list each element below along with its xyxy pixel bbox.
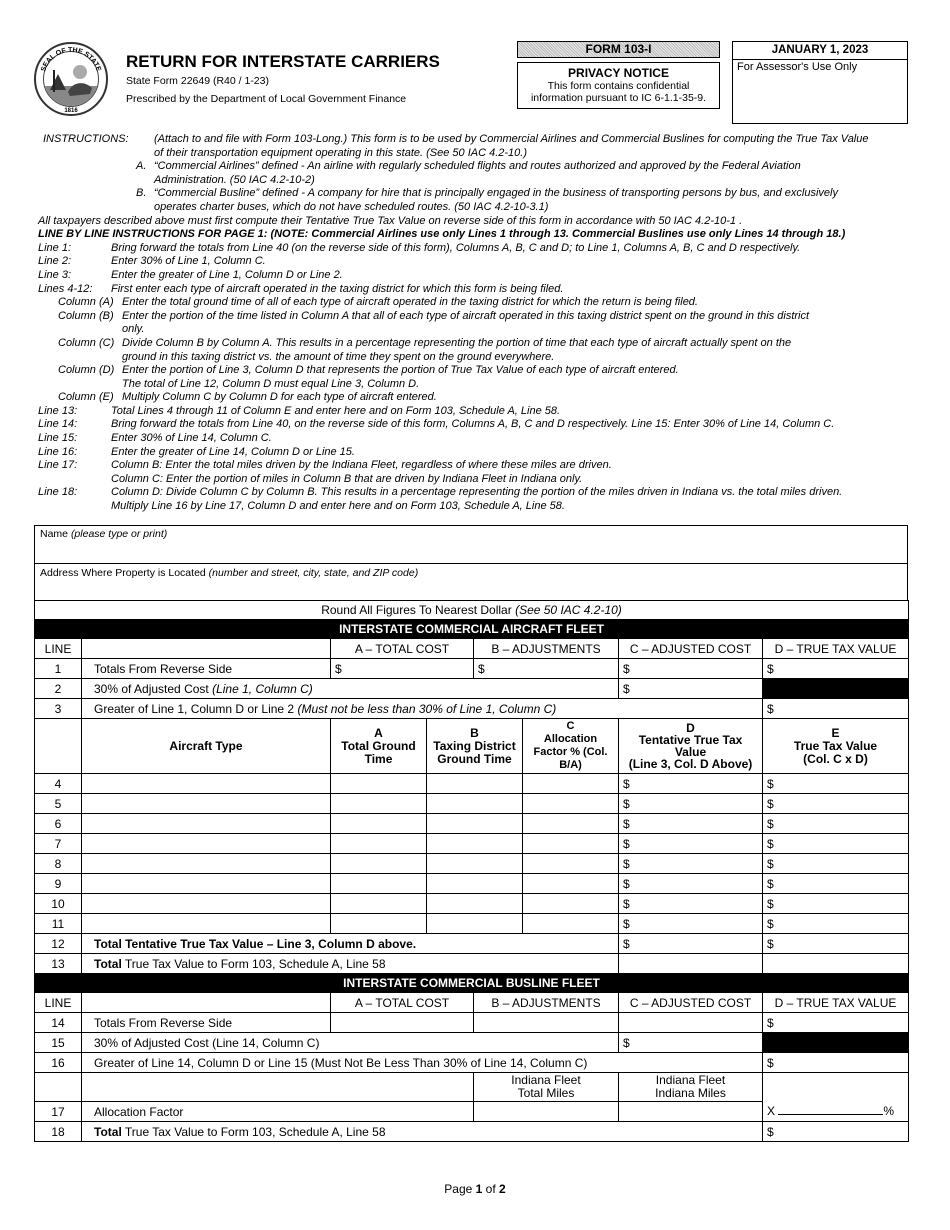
true-value-input[interactable]: $ <box>763 794 909 814</box>
true-value-input[interactable]: $ <box>763 894 909 914</box>
aircraft-row <box>35 794 909 814</box>
column-c-label: Column (C) <box>58 336 115 349</box>
ground-time-input[interactable] <box>331 894 427 914</box>
line-16-description: Greater of Line 14, Column D or Line 15 (Must Not Be Less Than 30% of Line 14, Column C) <box>82 1053 763 1073</box>
line-number: 15 <box>35 1033 82 1053</box>
line-14-row <box>35 1013 909 1033</box>
line-number: 3 <box>35 699 82 719</box>
line-number: 4 <box>35 774 82 794</box>
column-b-instruction: Enter the portion of the time listed in Column A that all of each type of aircraft operated in this taxing district spent on the ground in this district <box>122 309 810 322</box>
name-field[interactable] <box>35 526 907 564</box>
allocation-input[interactable] <box>523 854 619 874</box>
aircraft-row <box>35 834 909 854</box>
def-a-text: “Commercial Airlines” defined - An airline with regularly scheduled flights and routes authorized and approved by the Federal Aviation <box>154 160 801 173</box>
line-13-col-e-input[interactable] <box>763 954 909 974</box>
line-17-description: Allocation Factor <box>82 1102 474 1122</box>
line-number: 10 <box>35 894 82 914</box>
col-c-header: C – ADJUSTED COST <box>619 639 763 659</box>
instructions-label: INSTRUCTIONS: <box>43 133 129 145</box>
allocation-input[interactable] <box>523 874 619 894</box>
tentative-value-input[interactable]: $ <box>619 794 763 814</box>
def-b-label: B. <box>136 187 147 200</box>
prescribed-by: Prescribed by the Department of Local Government Finance <box>126 93 407 105</box>
column-c-instruction: Divide Column B by Column A. This results in a percentage representing the portion of time that each type of aircraft actually spent on the <box>122 336 792 349</box>
line-number: 8 <box>35 854 82 874</box>
line-12-row <box>35 934 909 954</box>
line-14-col-b-input[interactable] <box>474 1013 619 1033</box>
column-d-instruction-2: The total of Line 12, Column D must equal Line 3, Column D. <box>122 377 420 390</box>
ground-time-input[interactable] <box>331 834 427 854</box>
col-b-header: B – ADJUSTMENTS <box>474 639 619 659</box>
line-2-row <box>35 679 909 699</box>
column-a-instruction: Enter the total ground time of all of each type of aircraft operated in the taxing district for which the return is being filed. <box>122 296 698 309</box>
line-13-label: Line 13: <box>38 404 78 417</box>
round-note: Round All Figures To Nearest Dollar <box>321 603 512 617</box>
tentative-value-input[interactable]: $ <box>619 894 763 914</box>
line-18-description: Total True Tax Value to Form 103, Schedule A, Line 58 <box>82 1122 763 1142</box>
allocation-input[interactable] <box>523 894 619 914</box>
aircraft-type-input[interactable] <box>82 794 331 814</box>
seal-year: 1816 <box>64 108 78 114</box>
line-16-row <box>35 1053 909 1073</box>
line-14-col-d-input[interactable]: $ <box>763 1013 909 1033</box>
page-number: Page 1 of 2 <box>444 1182 506 1196</box>
address-hint: (number and street, city, state, and ZIP code) <box>208 567 419 579</box>
name-hint: (please type or print) <box>70 528 168 540</box>
true-value-input[interactable]: $ <box>763 874 909 894</box>
line-18-col-d-input[interactable]: $ <box>763 1122 909 1142</box>
line-12-col-e-input[interactable]: $ <box>763 934 909 954</box>
col-a-header: A – TOTAL COST <box>331 639 474 659</box>
true-value-input[interactable]: $ <box>763 834 909 854</box>
allocation-input[interactable] <box>523 774 619 794</box>
state-seal <box>34 42 108 116</box>
shaded-cell <box>763 679 909 699</box>
line-1-instruction: Bring forward the totals from Line 40 (on the reverse side of this form), Columns A, B, C and D; to Line 1, Columns A, B, C and D respectively. <box>111 241 801 254</box>
line-14-col-c-input[interactable] <box>619 1013 763 1033</box>
column-b-instruction-2: only. <box>122 323 145 336</box>
ac-col-a-header: A Total Ground Time <box>331 719 427 774</box>
column-c-instruction-2: ground in this taxing district vs. the amount of time they spent on the ground everywhere. <box>122 350 555 363</box>
line-2-description: 30% of Adjusted Cost (Line 1, Column C) <box>82 679 619 699</box>
line-number: 12 <box>35 934 82 954</box>
line-number: 13 <box>35 954 82 974</box>
district-time-input[interactable] <box>427 834 523 854</box>
line-1-description: Totals From Reverse Side <box>82 659 331 679</box>
line-17-instruction: Column B: Enter the total miles driven by the Indiana Fleet, regardless of where these miles are driven. <box>111 459 612 472</box>
ground-time-input[interactable] <box>331 854 427 874</box>
aircraft-type-input[interactable] <box>82 874 331 894</box>
line-17-label: Line 17: <box>38 459 78 472</box>
line-3-label: Line 3: <box>38 268 72 281</box>
instructions <box>38 133 910 514</box>
name-label: Name <box>40 528 69 540</box>
ac-col-b-header: B Taxing District Ground Time <box>427 719 523 774</box>
line-13-row <box>35 954 909 974</box>
column-e-label: Column (E) <box>58 391 114 404</box>
line-17-total-miles-input[interactable] <box>474 1102 619 1122</box>
column-a-label: Column (A) <box>58 296 114 309</box>
line-17-instruction-2: Column C: Enter the portion of miles in Column B that are driven by Indiana Fleet in Indiana only. <box>111 472 583 485</box>
line-18-row <box>35 1122 909 1142</box>
line-2-col-c-input[interactable]: $ <box>619 679 763 699</box>
aircraft-type-header <box>35 719 909 774</box>
instructions-intro-2: of their transportation equipment operating in this state. (See 50 IAC 4.2-10.) <box>154 146 527 159</box>
shaded-cell <box>763 1033 909 1053</box>
privacy-notice <box>517 62 720 109</box>
address-field[interactable] <box>35 564 907 601</box>
district-time-input[interactable] <box>427 774 523 794</box>
aircraft-type-input[interactable] <box>82 834 331 854</box>
all-taxpayers-note: All taxpayers described above must first compute their Tentative True Tax Value on reverse side of this form in accordance with 50 IAC 4.2-10-1 . <box>38 214 743 227</box>
ground-time-input[interactable] <box>331 814 427 834</box>
line-instructions-heading: LINE BY LINE INSTRUCTIONS FOR PAGE 1: (NOTE: Commercial Airlines use only Lines 1 through 13. Commercial Buslines use only Lines 14 through 18.) <box>38 228 846 241</box>
aircraft-row <box>35 854 909 874</box>
ground-time-input[interactable] <box>331 874 427 894</box>
ground-time-input[interactable] <box>331 794 427 814</box>
ac-col-c-header: C Allocation Factor % (Col. B/A) <box>523 719 619 774</box>
line-2-instruction: Enter 30% of Line 1, Column C. <box>111 255 266 268</box>
address-label: Address Where Property is Located <box>40 567 206 579</box>
line-number: 16 <box>35 1053 82 1073</box>
privacy-line-2: information pursuant to IC 6-1.1-35-9. <box>530 92 707 104</box>
line-1-col-c-input[interactable]: $ <box>619 659 763 679</box>
aircraft-type-input[interactable] <box>82 894 331 914</box>
busline-column-header <box>35 993 909 1013</box>
line-17-row <box>35 1102 909 1122</box>
district-time-input[interactable] <box>427 814 523 834</box>
col-a-header: A – TOTAL COST <box>331 993 474 1013</box>
busline-fleet-band: INTERSTATE COMMERCIAL BUSLINE FLEET <box>35 974 909 993</box>
district-time-input[interactable] <box>427 794 523 814</box>
line-number: 18 <box>35 1122 82 1142</box>
line-15-row <box>35 1033 909 1053</box>
line-1-label: Line 1: <box>38 241 72 254</box>
line-12-description: Total Tentative True Tax Value – Line 3, Column D above. <box>82 934 619 954</box>
line-18-label: Line 18: <box>38 486 78 499</box>
line-number: 7 <box>35 834 82 854</box>
indiana-fleet-header <box>35 1073 909 1102</box>
state-form-number: State Form 22649 (R40 / 1-23) <box>126 75 269 87</box>
line-14-instruction: Bring forward the totals from Line 40, on the reverse side of this form, Columns A, B, C and D respectively. Line 15: Enter 30% of Line 14, Column C. <box>111 418 835 431</box>
line-number: 2 <box>35 679 82 699</box>
line-12-col-d-input[interactable]: $ <box>619 934 763 954</box>
line-16-col-d-input[interactable]: $ <box>763 1053 909 1073</box>
tentative-value-input[interactable]: $ <box>619 914 763 934</box>
district-time-input[interactable] <box>427 854 523 874</box>
line-number: 6 <box>35 814 82 834</box>
line-16-instruction: Enter the greater of Line 14, Column D or Line 15. <box>111 445 355 458</box>
line-1-col-d-input[interactable]: $ <box>763 659 909 679</box>
aircraft-fleet-band: INTERSTATE COMMERCIAL AIRCRAFT FLEET <box>35 620 909 639</box>
line-3-col-d-input[interactable]: $ <box>763 699 909 719</box>
column-d-instruction: Enter the portion of Line 3, Column D that represents the portion of True Tax Value of each type of aircraft entered. <box>122 364 679 377</box>
line-1-row <box>35 659 909 679</box>
svg-text:SEAL OF THE STATE <box>40 47 102 73</box>
allocation-input[interactable] <box>523 914 619 934</box>
column-d-label: Column (D) <box>58 364 115 377</box>
line-number: 11 <box>35 914 82 934</box>
tentative-value-input[interactable]: $ <box>619 834 763 854</box>
indiana-total-miles-header: Indiana Fleet Total Miles <box>474 1073 619 1102</box>
aircraft-type-input[interactable] <box>82 814 331 834</box>
tentative-value-input[interactable]: $ <box>619 814 763 834</box>
line-18-instruction: Column D: Divide Column C by Column B. This results in a percentage representing the portion of the miles driven in Indiana vs. the total miles driven. <box>111 486 843 499</box>
line-3-description: Greater of Line 1, Column D or Line 2 (Must not be less than 30% of Line 1, Column C) <box>82 699 763 719</box>
line-1-col-a-input[interactable]: $ <box>331 659 474 679</box>
line-1-col-b-input[interactable]: $ <box>474 659 619 679</box>
line-14-description: Totals From Reverse Side <box>82 1013 331 1033</box>
line-header: LINE <box>35 639 82 659</box>
line-17-indiana-miles-input[interactable] <box>619 1102 763 1122</box>
line-13-instruction: Total Lines 4 through 11 of Column E and enter here and on Form 103, Schedule A, Line 58. <box>111 404 561 417</box>
aircraft-row <box>35 894 909 914</box>
true-value-input[interactable]: $ <box>763 814 909 834</box>
def-a-label: A. <box>136 160 147 173</box>
line-header: LINE <box>35 993 82 1013</box>
ground-time-input[interactable] <box>331 774 427 794</box>
aircraft-column-header <box>35 639 909 659</box>
col-d-header: D – TRUE TAX VALUE <box>763 639 909 659</box>
form-date: JANUARY 1, 2023 <box>732 41 908 60</box>
line-3-row <box>35 699 909 719</box>
computation-table <box>34 600 909 1142</box>
aircraft-type-header-label: Aircraft Type <box>82 719 331 774</box>
round-note-ref: (See 50 IAC 4.2-10) <box>515 603 622 617</box>
line-number: 14 <box>35 1013 82 1033</box>
tentative-value-input[interactable]: $ <box>619 854 763 874</box>
line-18-instruction-2: Multiply Line 16 by Line 17, Column D and enter here and on Form 103, Schedule A, Line 58. <box>111 500 565 513</box>
true-value-input[interactable]: $ <box>763 914 909 934</box>
ac-col-d-header: D Tentative True Tax Value (Line 3, Col. D Above) <box>619 719 763 774</box>
line-3-instruction: Enter the greater of Line 1, Column D or Line 2. <box>111 268 343 281</box>
taxpayer-info <box>34 525 908 601</box>
ac-col-e-header: E True Tax Value (Col. C x D) <box>763 719 909 774</box>
round-note-row <box>35 601 909 620</box>
lines-4-12-instruction: First enter each type of aircraft operated in the taxing district for which this form is being filed. <box>111 282 564 295</box>
line-15-col-c-input[interactable]: $ <box>619 1033 763 1053</box>
aircraft-type-input[interactable] <box>82 854 331 874</box>
aircraft-row <box>35 814 909 834</box>
district-time-input[interactable] <box>427 894 523 914</box>
lines-4-12-label: Lines 4-12: <box>38 282 93 295</box>
line-number: 17 <box>35 1102 82 1122</box>
col-d-header: D – TRUE TAX VALUE <box>763 993 909 1013</box>
line-16-label: Line 16: <box>38 445 78 458</box>
seal-top-text: SEAL OF THE STATE <box>40 46 102 73</box>
form-number-box: FORM 103-I <box>517 41 720 58</box>
tentative-value-input[interactable]: $ <box>619 774 763 794</box>
line-15-description: 30% of Adjusted Cost (Line 14, Column C) <box>82 1033 619 1053</box>
aircraft-row <box>35 914 909 934</box>
line-17-factor-input[interactable]: X % <box>763 1102 909 1122</box>
def-b-text-2: operates charter buses, which do not have scheduled routes. (50 IAC 4.2-10-3.1) <box>154 200 549 213</box>
allocation-input[interactable] <box>523 814 619 834</box>
tentative-value-input[interactable]: $ <box>619 874 763 894</box>
line-15-instruction: Enter 30% of Line 14, Column C. <box>111 432 272 445</box>
instructions-intro: (Attach to and file with Form 103-Long.) This form is to be used by Commercial Airlines and Commercial Buslines for computing the True Tax Value <box>154 133 869 145</box>
privacy-title: PRIVACY NOTICE <box>568 66 669 80</box>
column-e-instruction: Multiply Column C by Column D for each type of aircraft entered. <box>122 391 437 404</box>
line-13-description: Total True Tax Value to Form 103, Schedule A, Line 58 <box>82 954 619 974</box>
district-time-input[interactable] <box>427 914 523 934</box>
district-time-input[interactable] <box>427 874 523 894</box>
def-b-text: “Commercial Busline” defined - A company for hire that is principally engaged in the business of transporting persons by bus, and exclusively <box>154 187 838 200</box>
line-15-label: Line 15: <box>38 432 78 445</box>
aircraft-type-input[interactable] <box>82 774 331 794</box>
col-c-header: C – ADJUSTED COST <box>619 993 763 1013</box>
column-b-label: Column (B) <box>58 309 114 322</box>
privacy-line-1: This form contains confidential <box>547 80 690 92</box>
aircraft-row <box>35 874 909 894</box>
true-value-input[interactable]: $ <box>763 854 909 874</box>
line-14-col-a-input[interactable] <box>331 1013 474 1033</box>
indiana-miles-header: Indiana Fleet Indiana Miles <box>619 1073 763 1102</box>
line-number: 9 <box>35 874 82 894</box>
aircraft-type-input[interactable] <box>82 914 331 934</box>
allocation-input[interactable] <box>523 794 619 814</box>
line-number: 5 <box>35 794 82 814</box>
form-title: RETURN FOR INTERSTATE CARRIERS <box>126 52 440 71</box>
ground-time-input[interactable] <box>331 914 427 934</box>
line-14-label: Line 14: <box>38 418 78 431</box>
line-number: 1 <box>35 659 82 679</box>
aircraft-row <box>35 774 909 794</box>
def-a-text-2: Administration. (50 IAC 4.2-10-2) <box>154 173 315 186</box>
line-2-label: Line 2: <box>38 255 72 268</box>
allocation-input[interactable] <box>523 834 619 854</box>
col-b-header: B – ADJUSTMENTS <box>474 993 619 1013</box>
true-value-input[interactable]: $ <box>763 774 909 794</box>
assessor-use-box: For Assessor's Use Only <box>732 59 908 124</box>
